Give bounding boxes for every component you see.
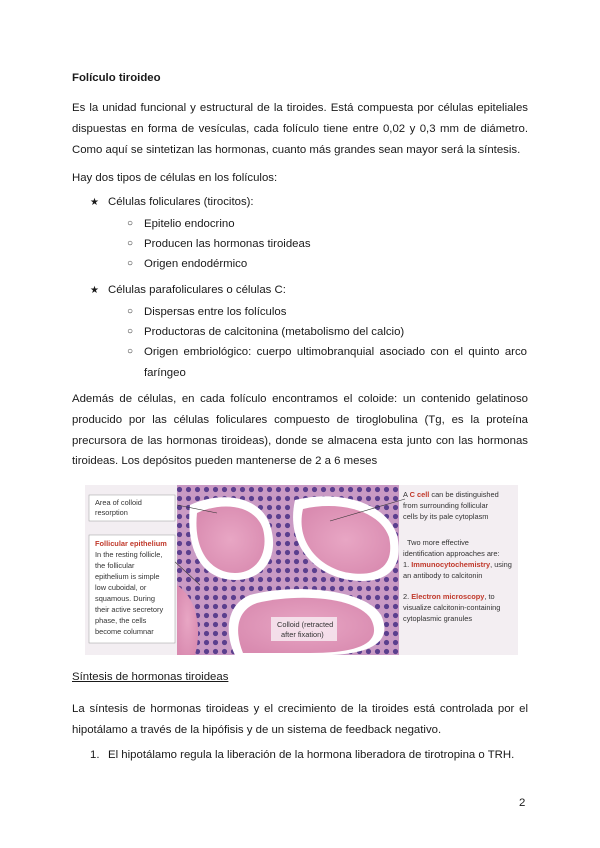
list-number: 1.: [90, 749, 100, 761]
figure-label-ccell: A C cell can be distinguished: [403, 490, 499, 499]
figure-label-resorption: resorption: [95, 508, 128, 517]
sub-item-text: Producen las hormonas tiroideas: [144, 238, 311, 250]
figure-label-approach: Two more effective: [407, 538, 469, 547]
sub-list-item: [127, 254, 527, 275]
page-number: 2: [519, 797, 526, 809]
figure-label-epithelium: squamous. During: [95, 594, 155, 603]
synthesis-line: La síntesis de hormonas tiroideas y el crecimiento de la tiroides está controlada por el: [72, 703, 528, 715]
star-bullet-icon: ★: [90, 285, 99, 296]
sub-item-text: Productoras de calcitonina (metabolismo del calcio): [144, 326, 405, 338]
figure-label-colloid: after fixation): [281, 630, 324, 639]
figure-label-epithelium: their active secretory: [95, 605, 164, 614]
sub-list-item: [127, 302, 527, 323]
figure-label-ccell: cells by its pale cytoplasm: [403, 512, 489, 521]
sub-list-item: [127, 234, 527, 255]
figure-label-ccell: from surrounding follicular: [403, 501, 489, 510]
intro-line: dispuestas en forma de vesículas, cada folículo tiene entre 0,02 y 0,3 mm de diámetro.: [72, 122, 528, 135]
sub-item-text: Dispersas entre los folículos: [144, 306, 287, 318]
circle-bullet-icon: ○: [127, 218, 134, 229]
sub-item-line: faríngeo: [144, 366, 186, 379]
figure-label-epithelium: In the resting follicle,: [95, 550, 163, 559]
sub-item-text: Epitelio endocrino: [144, 218, 235, 230]
synthesis-paragraph: [72, 699, 528, 741]
cell-type-label: Células foliculares (tirocitos):: [108, 196, 254, 208]
intro-paragraph: [72, 98, 528, 160]
intro-line: Es la unidad funcional y estructural de la tiroides. Está compuesta por células epiteliales: [72, 102, 528, 114]
figure-label-epithelium: become columnar: [95, 627, 154, 636]
figure-label-approach-2: cytoplasmic granules: [403, 614, 473, 623]
colloid-line: Además de células, en cada folículo encontramos el coloide: un contenido gelatinoso: [72, 393, 528, 405]
figure-label-epithelium: the follicular: [95, 561, 135, 570]
numbered-list-item: [90, 749, 514, 761]
colloid-line: tiroideas. Los depósitos pueden mantenerse de 2 a 6 meses: [72, 455, 378, 468]
colloid-paragraph: [72, 389, 528, 472]
sub-item-text: Origen endodérmico: [144, 258, 248, 270]
circle-bullet-icon: ○: [127, 306, 134, 317]
figure-label-epithelium: epithelium is simple: [95, 572, 160, 581]
figure-label-colloid: Colloid (retracted: [277, 620, 334, 629]
figure-label-epithelium: low cuboidal, or: [95, 583, 147, 592]
colloid-line: producido por las células foliculares compuesto de tiroglobulina (Tg, es la proteína: [72, 413, 528, 426]
figure-label-approach: identification approaches are:: [403, 549, 500, 558]
figure-label-approach-1: an antibody to calcitonin: [403, 571, 483, 580]
sub-item-text: [144, 342, 527, 384]
cell-type-label: Células parafoliculares o células C:: [108, 284, 286, 296]
circle-bullet-icon: ○: [127, 346, 134, 357]
figure-label-approach-2: visualize calcitonin-containing: [403, 603, 501, 612]
sub-list-item: [127, 342, 527, 384]
colloid-line: precursora de las hormonas tiroideas), donde se almacena esta junto con las hormonas: [72, 434, 528, 447]
sub-list-item: [127, 214, 527, 235]
section-title: Folículo tiroideo: [72, 72, 161, 84]
circle-bullet-icon: ○: [127, 258, 134, 269]
figure-label-approach-1: 1. Immunocytochemistry, using: [403, 560, 512, 569]
cell-type-item: [90, 284, 286, 296]
figure-label-epithelium: phase, the cells: [95, 616, 147, 625]
circle-bullet-icon: ○: [127, 326, 134, 337]
types-intro: Hay dos tipos de células en los folículos:: [72, 172, 278, 184]
circle-bullet-icon: ○: [127, 238, 134, 249]
star-bullet-icon: ★: [90, 197, 99, 208]
list-item-text: El hipotálamo regula la liberación de la hormona liberadora de tirotropina o TRH.: [108, 749, 515, 761]
thyroid-histology-figure: [85, 485, 518, 655]
synthesis-line: hipotálamo a través de la hipófisis y de un sistema de feedback negativo.: [72, 723, 442, 736]
sub-list-item: [127, 322, 527, 343]
histology-illustration: [85, 485, 518, 655]
intro-line: Como aquí se sintetizan las hormonas, cuanto más grandes sean mayor será la síntesis.: [72, 143, 521, 156]
sub-item-line: Origen embriológico: cuerpo ultimobranquial asociado con el quinto arco: [144, 346, 527, 358]
figure-label-epithelium-title: Follicular epithelium: [95, 539, 167, 548]
figure-label-approach-2: 2. Electron microscopy, to: [403, 592, 495, 601]
figure-label-resorption: Area of colloid: [95, 498, 142, 507]
section-heading: Síntesis de hormonas tiroideas: [72, 671, 229, 683]
cell-type-item: [90, 196, 254, 208]
